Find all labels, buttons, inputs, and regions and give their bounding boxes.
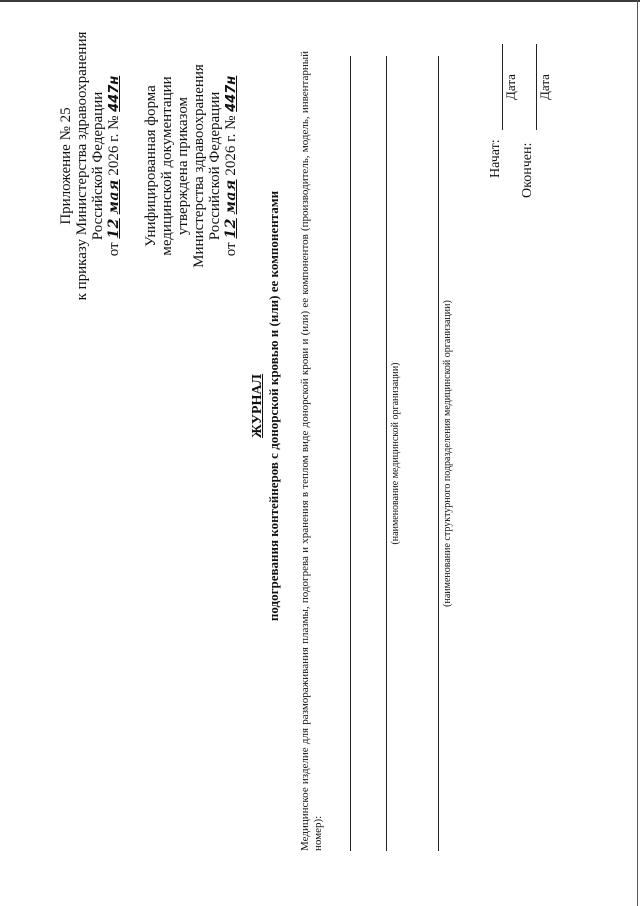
order-year: 2026 г. № [106, 115, 122, 176]
approval-block [58, 16, 240, 316]
form-number-handwritten: 447н [224, 75, 239, 112]
started-label: Начат: [488, 139, 503, 178]
order-day-handwritten: 12 [106, 218, 122, 239]
form-line-5: Российской Федерации [207, 91, 223, 241]
department-caption: (наименование структурного подразделения медицинской организации) [442, 300, 453, 607]
form-month-handwritten: мая [223, 179, 239, 215]
journal-title-subtitle: подогревания контейнеров с донорской кровью и (или) ее компонентами [266, 190, 281, 622]
finished-date-field[interactable] [536, 44, 553, 130]
form-date-prefix: от [223, 242, 239, 257]
organization-fill-line [386, 56, 387, 851]
started-date-field[interactable] [502, 44, 519, 130]
form-line-4: Министерства здравоохранения [191, 64, 207, 268]
journal-title [250, 156, 282, 656]
form-year: 2026 г. № [223, 115, 239, 176]
device-description: Медицинское изделие для размораживания плазмы, подогрева и хранения в теплом виде донорской крови и (или) ее компонентов (производитель, модель, инвентарный номер): [299, 51, 324, 851]
order-number-handwritten: 447н [107, 75, 122, 112]
appendix-number: Приложение № 25 [58, 107, 74, 225]
started-date-caption: Дата [503, 74, 518, 100]
order-date-line [106, 16, 123, 316]
order-month-handwritten: мая [106, 179, 122, 215]
form-line-2: медицинской документации [159, 76, 175, 256]
finished-label: Окончен: [520, 142, 535, 198]
journal-title-main: ЖУРНАЛ [250, 374, 265, 438]
order-date-prefix: от [106, 242, 122, 257]
form-date-line [223, 16, 240, 316]
form-day-handwritten: 12 [223, 218, 239, 239]
finished-date-caption: Дата [537, 74, 552, 100]
form-line-1: Унифицированная форма [143, 85, 159, 247]
form-line-3: утверждена приказом [175, 96, 191, 236]
department-fill-line [438, 56, 439, 851]
device-fill-line [350, 56, 351, 851]
order-line-1: к приказу Министерства здравоохранения [74, 31, 90, 301]
organization-caption: (наименование медицинской организации) [390, 362, 401, 545]
order-line-2: Российской Федерации [90, 91, 106, 241]
